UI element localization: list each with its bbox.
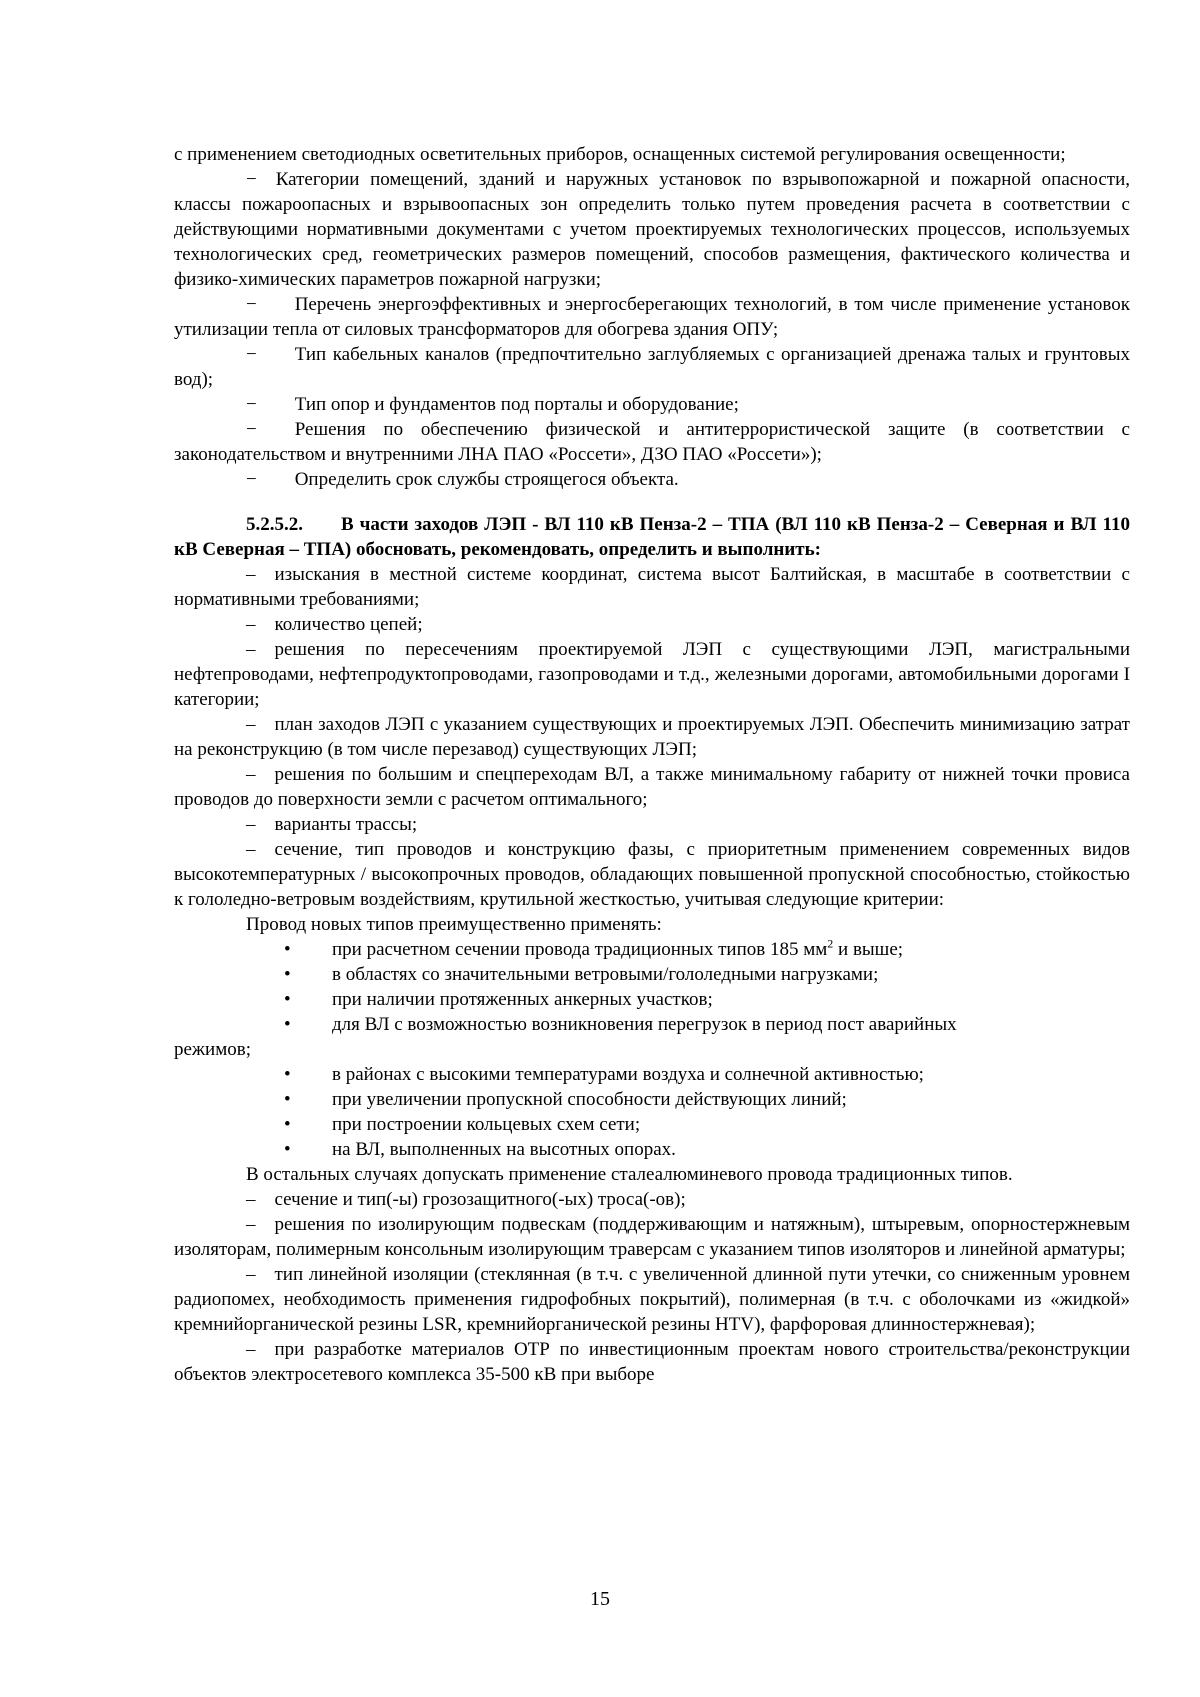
section-heading: 5.2.5.2. В части заходов ЛЭП - ВЛ 110 кВ Пенза-2 – ТПА (ВЛ 110 кВ Пенза-2 – Северная и ВЛ 110 кВ Северная – ТПА) обосновать, рекомендовать, определить и выполнить: [174, 514, 1130, 560]
paragraph: с применением светодиодных осветительных приборов, оснащенных системой регулирования освещенности; [174, 144, 1066, 165]
block1 [174, 142, 1130, 492]
list-item: – количество цепей; [246, 614, 423, 635]
bullet-icon: • [284, 1089, 291, 1110]
list-item: – решения по большим и спецпереходам ВЛ, а также минимальному габариту от нижней точки провиса проводов до поверхности земли с расчетом оптимального; [174, 764, 1130, 810]
list-item: – варианты трассы; [246, 814, 418, 835]
bullet-icon: • [284, 1114, 291, 1135]
bullet-icon: • [284, 1139, 291, 1160]
bullet-icon: • [284, 1014, 291, 1035]
list-item: – решения по изолирующим подвескам (поддерживающим и натяжным), штыревым, опорностержневым изоляторам, полимерным консольным изолирующим траверсам с указанием типов изоляторов и линейной арматуры; [174, 1214, 1130, 1260]
list-item: – план заходов ЛЭП с указанием существующих и проектируемых ЛЭП. Обеспечить минимизацию затрат на реконструкцию (в том числе перезавод) существующих ЛЭП; [174, 714, 1130, 760]
paragraph: Провод новых типов преимущественно применять: [246, 914, 662, 935]
list-item: – сечение, тип проводов и конструкцию фазы, с приоритетным применением современных видов высокотемпературных / высокопрочных проводов, обладающих повышенной пропускной способностью, стойкостью к гололедно-ветровым воздействиям, крутильной жесткостью, учитывая следующие критерии: [174, 839, 1130, 910]
bullet-item: • на ВЛ, выполненных на высотных опорах. [284, 1139, 676, 1160]
list-item: – решения по пересечениям проектируемой ЛЭП с существующими ЛЭП, магистральными нефтепроводами, нефтепродуктопроводами, газопроводами и т.д., железными дорогами, автомобильными дорогами I категории; [174, 639, 1130, 710]
bullet-list [174, 937, 1130, 1162]
bullet-item: • в районах с высокими температурами воздуха и солнечной активностью; [284, 1064, 924, 1085]
block2 [174, 562, 1130, 937]
bullet-wrap: режимов; [174, 1039, 252, 1060]
bullet-icon: • [284, 964, 291, 985]
list-item: − Категории помещений, зданий и наружных установок по взрывопожарной и пожарной опасности, классы пожароопасных и взрывоопасных зон определить только путем проведения расчета в соответствии с действующими нормативными документами с учетом проектируемых технологических процессов, используемых технологических сред, геометрических размеров помещений, способов размещения, фактического количества и физико-химических параметров пожарной нагрузки; [174, 169, 1130, 290]
list-item: – при разработке материалов ОТР по инвестиционным проектам нового строительства/реконструкции объектов электросетевого комплекса 35-500 кВ при выборе [174, 1339, 1130, 1385]
bullet-item: • при наличии протяженных анкерных участков; [284, 989, 713, 1010]
list-item: – тип линейной изоляции (стеклянная (в т.ч. с увеличенной длинной пути утечки, со сниженным уровнем радиопомех, необходимость применения гидрофобных покрытий), полимерная (в т.ч. с оболочками из «жидкой» кремнийорганической резины LSR, кремнийорганической резины HTV), фарфоровая длинностержневая); [174, 1264, 1130, 1335]
document-page [174, 142, 1130, 1387]
bullet-icon: • [284, 1064, 291, 1085]
bullet-icon: • [284, 989, 291, 1010]
bullet-item: • в областях со значительными ветровыми/гололедными нагрузками; [284, 964, 879, 985]
list-item: − Определить срок службы строящегося объекта. [246, 469, 679, 490]
bullet-item: • при построении кольцевых схем сети; [284, 1114, 641, 1135]
bullet-icon: • [284, 939, 291, 960]
list-item: − Тип кабельных каналов (предпочтительно заглубляемых с организацией дренажа талых и грунтовых вод); [174, 344, 1130, 390]
block3 [174, 1162, 1130, 1387]
list-item: – сечение и тип(-ы) грозозащитного(-ых) троса(-ов); [246, 1189, 686, 1210]
page-number: 15 [590, 1588, 610, 1610]
bullet-item: • при увеличении пропускной способности действующих линий; [284, 1089, 847, 1110]
list-item: − Решения по обеспечению физической и антитеррористической защите (в соответствии с законодательством и внутренними ЛНА ПАО «Россети», ДЗО ПАО «Россети»); [174, 419, 1130, 465]
bullet-item: • при расчетном сечении провода традиционных типов 185 $мм^2$ и выше; [284, 936, 904, 960]
bullet-item: • для ВЛ с возможностью возникновения перегрузок в период пост аварийных [284, 1014, 957, 1035]
list-item: − Тип опор и фундаментов под порталы и оборудование; [246, 394, 739, 415]
paragraph: В остальных случаях допускать применение сталеалюминевого провода традиционных типов. [246, 1164, 1013, 1185]
list-item: – изыскания в местной системе координат, система высот Балтийская, в масштабе в соответствии с нормативными требованиями; [174, 564, 1130, 610]
list-item: − Перечень энергоэффективных и энергосберегающих технологий, в том числе применение установок утилизации тепла от силовых трансформаторов для обогрева здания ОПУ; [174, 294, 1130, 340]
